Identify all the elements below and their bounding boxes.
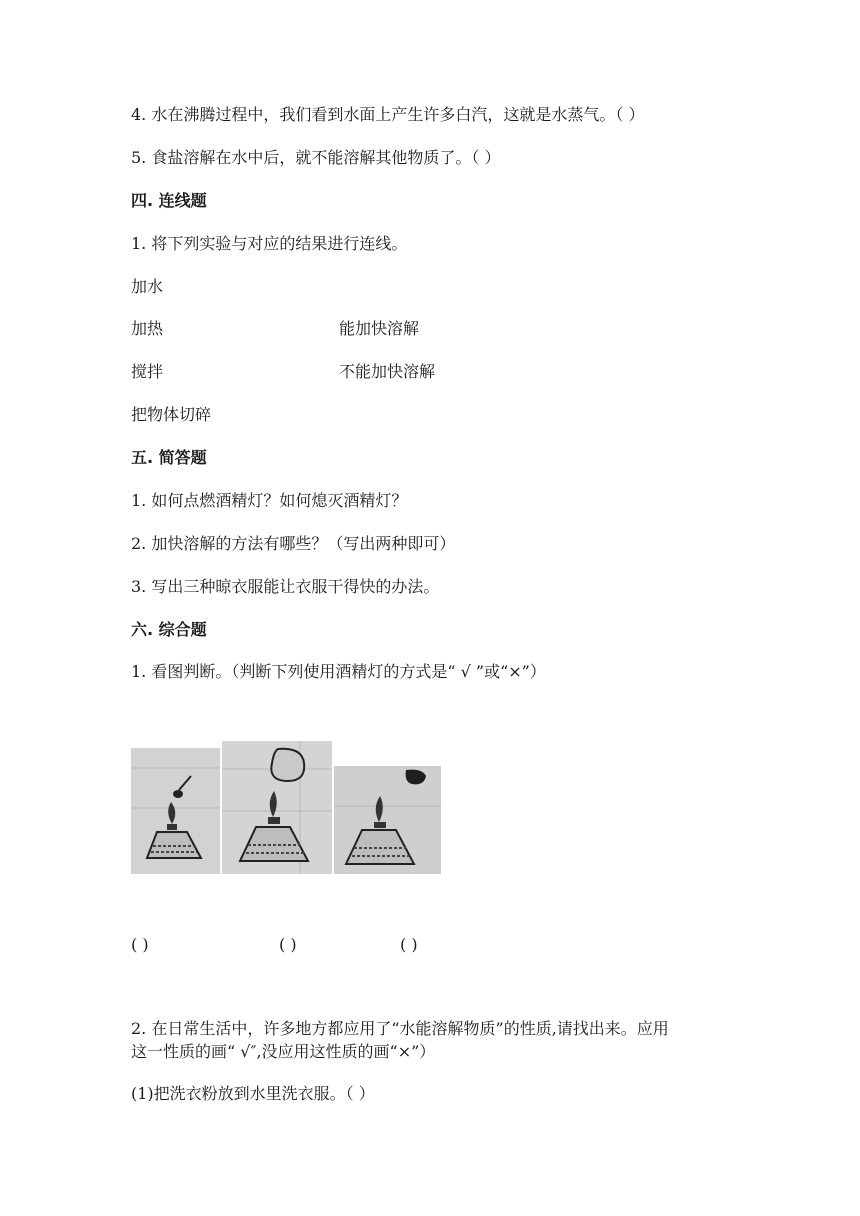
tf-question-4: 4. 水在沸腾过程中，我们看到水面上产生许多白汽，这就是水蒸气。（ ） [131,105,645,124]
matching-left-item: 搅拌 [131,362,164,381]
matching-left-item: 加水 [131,277,164,296]
section-heading-short-answer: 五. 简答题 [131,448,207,467]
short-answer-question-3: 3. 写出三种晾衣服能让衣服干得快的办法。 [131,577,440,596]
comprehensive-question-2-line-1: 2. 在日常生活中，许多地方都应用了“水能溶解物质”的性质,请找出来。应用 [131,1019,669,1038]
matching-left-item: 加热 [131,319,164,338]
answer-blank: ( ) [400,935,418,954]
alcohol-lamp-match-drawing [131,748,220,874]
answer-blank: ( ) [131,935,149,954]
comprehensive-question-2-item-1: (1)把洗衣粉放到水里洗衣服。（ ） [131,1084,375,1103]
matching-question-1: 1. 将下列实验与对应的结果进行连线。 [131,234,408,253]
matching-right-item: 能加快溶解 [339,319,420,338]
section-heading-comprehensive: 六. 综合题 [131,620,207,639]
comprehensive-question-1: 1. 看图判断。（判断下列使用酒精灯的方式是“ √ ”或“×”） [131,662,546,681]
matching-right-item: 不能加快溶解 [339,362,436,381]
alcohol-lamp-cap-drawing [222,741,332,874]
alcohol-lamp-photo-3 [334,766,441,874]
matching-left-item: 把物体切碎 [131,405,212,424]
alcohol-lamp-photo-1 [131,748,220,874]
short-answer-question-2: 2. 加快溶解的方法有哪些？（写出两种即可） [131,534,456,553]
tf-question-5: 5. 食盐溶解在水中后，就不能溶解其他物质了。（ ） [131,148,501,167]
alcohol-lamp-photo-2 [222,741,332,874]
alcohol-lamp-blow-drawing [334,766,441,874]
section-heading-matching: 四. 连线题 [131,191,207,210]
answer-blank: ( ) [279,935,297,954]
short-answer-question-1: 1. 如何点燃酒精灯？如何熄灭酒精灯？ [131,491,408,510]
comprehensive-question-2-line-2: 这一性质的画“ √″,没应用这性质的画“×”） [131,1042,436,1061]
